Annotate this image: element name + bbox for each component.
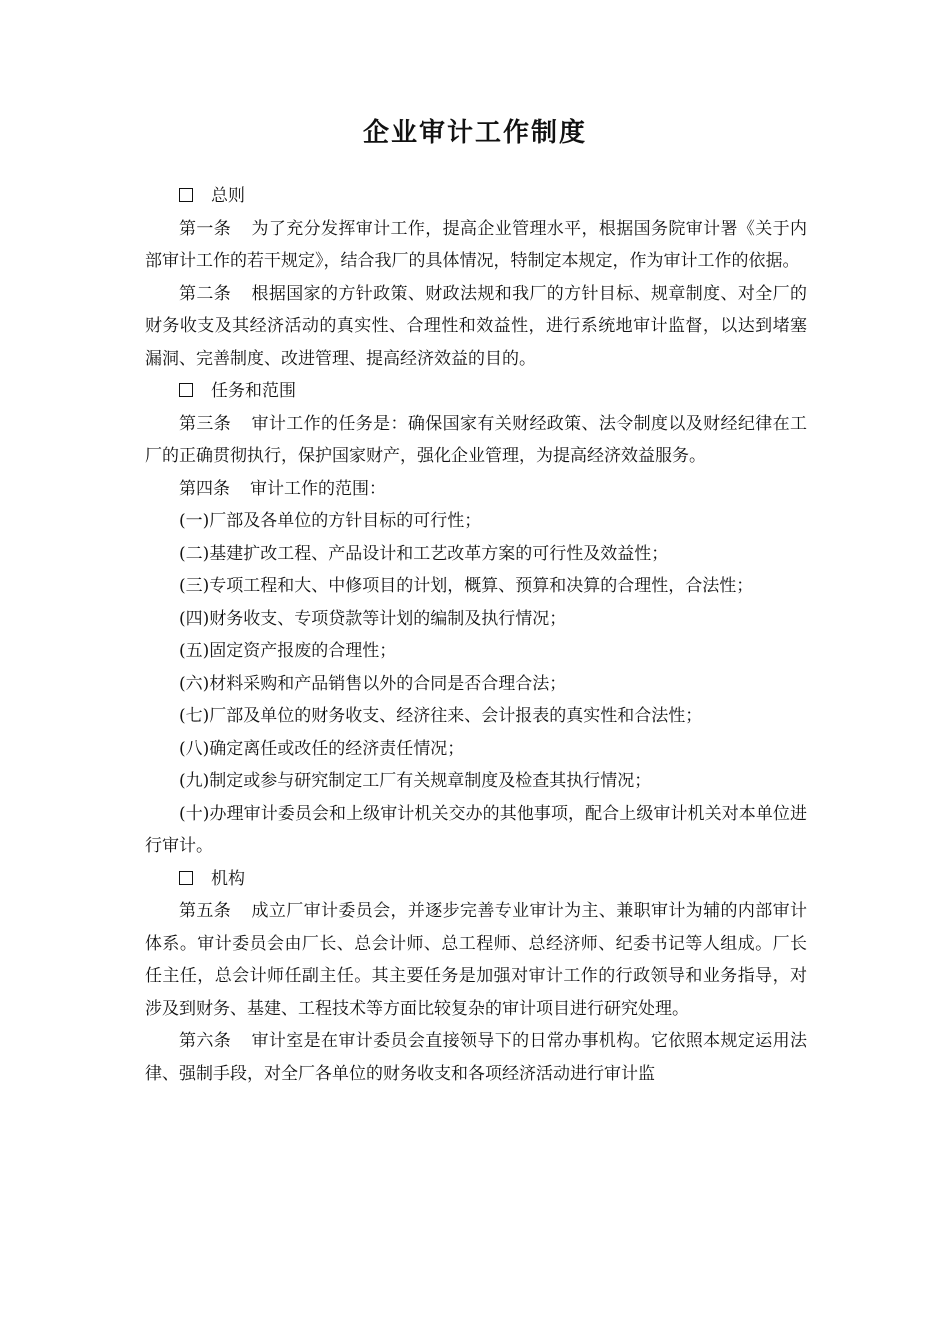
scope-item: (二)基建扩改工程、产品设计和工艺改革方案的可行性及效益性； — [179, 543, 669, 564]
scope-item: (五)固定资产报废的合理性； — [179, 641, 397, 661]
scope-item: (四)财务收支、专项贷款等计划的编制及执行情况； — [179, 608, 567, 629]
checkbox-square-icon — [179, 188, 193, 202]
article-6: 第六条 审计室是在审计委员会直接领导下的日常办事机构。它依照本规定运用法律、强制手段，对全厂各单位的财务收支和各项经济活动进行审计监 — [145, 1031, 808, 1084]
article-3: 第三条 审计工作的任务是：确保国家有关财经政策、法令制度以及财经纪律在工厂的正确贯彻执行，保护国家财产，强化企业管理，为提高经济效益服务。 — [145, 413, 808, 466]
section-heading-tasks: 任务和范围 — [145, 375, 807, 408]
document-body — [145, 180, 807, 1090]
article-5: 第五条 成立厂审计委员会，并逐步完善专业审计为主、兼职审计为辅的内部审计体系。审计委员会由厂长、总会计师、总工程师、总经济师、纪委书记等人组成。厂长任主任，总会计师任副主任。其主要任务是加强对审计工作的行政领导和业务指导，对涉及到财务、基建、工程技术等方面比较复杂的审计项目进行研究处理。 — [145, 901, 808, 1019]
article-4: 第四条 审计工作的范围： — [179, 478, 386, 499]
article-1: 第一条 为了充分发挥审计工作，提高企业管理水平，根据国务院审计署《关于内部审计工作的若干规定》，结合我厂的具体情况，特制定本规定，作为审计工作的依据。 — [145, 218, 808, 271]
scope-item: (七)厂部及单位的财务收支、经济往来、会计报表的真实性和合法性； — [179, 706, 703, 726]
scope-item: (十)办理审计委员会和上级审计机关交办的其他事项，配合上级审计机关对本单位进行审计。 — [145, 803, 807, 856]
section-heading-organization: 机构 — [145, 863, 807, 896]
scope-item: (九)制定或参与研究制定工厂有关规章制度及检查其执行情况； — [179, 771, 652, 791]
scope-item: (六)材料采购和产品销售以外的合同是否合理合法； — [179, 673, 567, 694]
section-heading-general: 总则 — [145, 180, 807, 213]
page-title: 企业审计工作制度 — [362, 118, 587, 148]
scope-item: (三)专项工程和大、中修项目的计划，概算、预算和决算的合理性，合法性； — [179, 576, 754, 596]
scope-item: (一)厂部及各单位的方针目标的可行性； — [179, 511, 482, 531]
article-2: 第二条 根据国家的方针政策、财政法规和我厂的方针目标、规章制度、对全厂的财务收支及其经济活动的真实性、合理性和效益性，进行系统地审计监督，以达到堵塞漏洞、完善制度、改进管理、提高经济效益的目的。 — [145, 283, 808, 369]
checkbox-square-icon — [179, 871, 193, 885]
scope-item: (八)确定离任或改任的经济责任情况； — [179, 738, 465, 759]
checkbox-square-icon — [179, 383, 193, 397]
